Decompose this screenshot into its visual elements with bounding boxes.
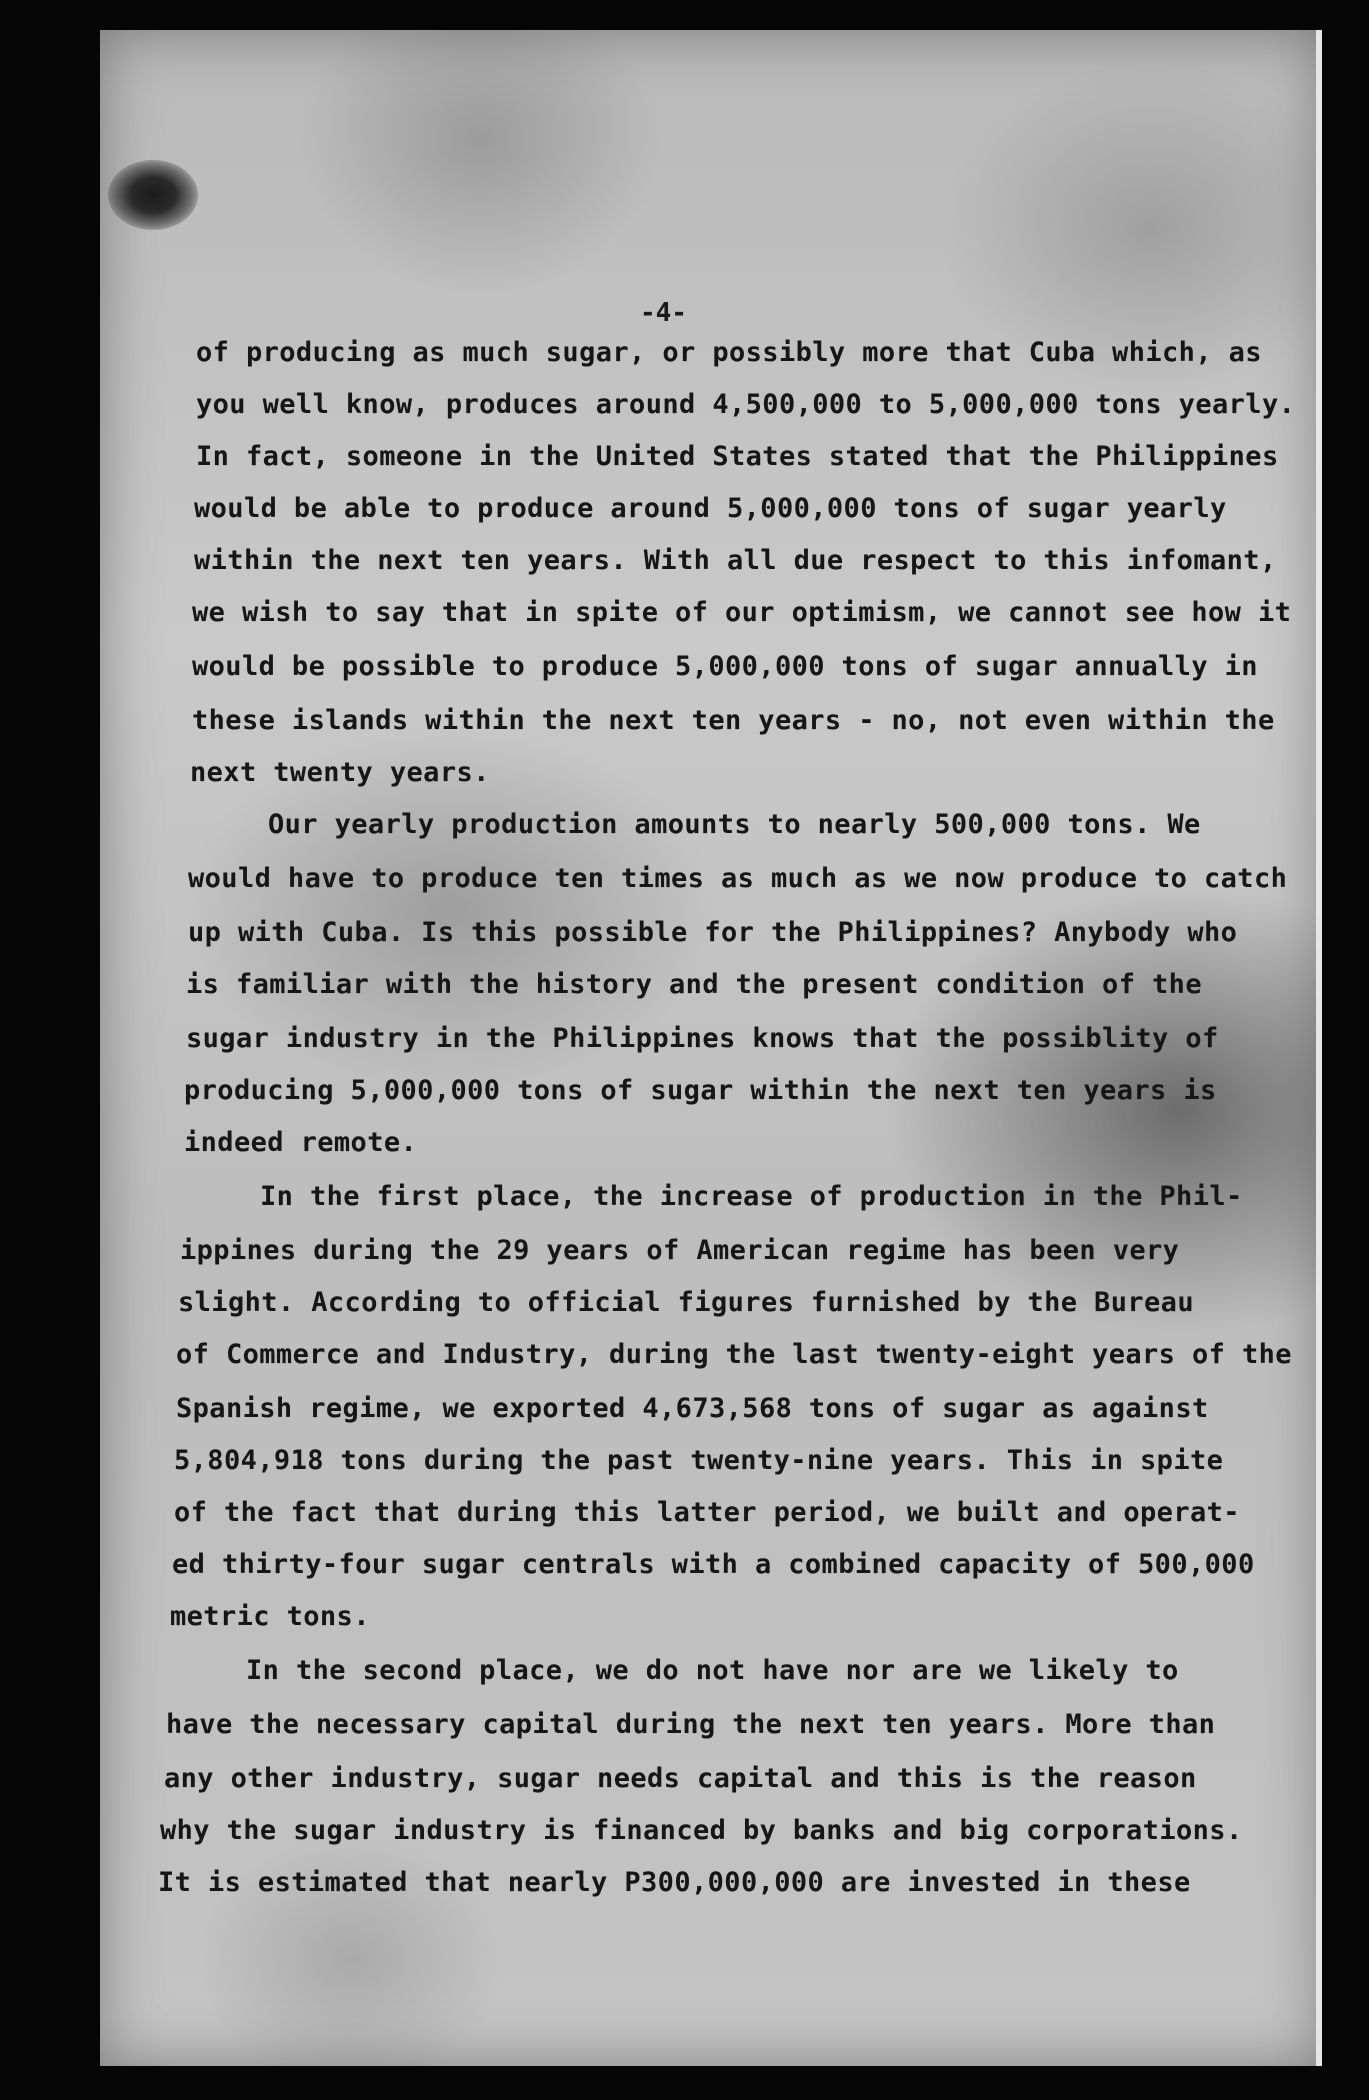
text-line: Our yearly production amounts to nearly 500,000 tons. We: [268, 809, 1201, 840]
text-line: In the first place, the increase of production in the Phil-: [260, 1181, 1243, 1212]
text-line: of producing as much sugar, or possibly more that Cuba which, as: [196, 337, 1262, 368]
text-line: why the sugar industry is financed by banks and big corporations.: [160, 1815, 1243, 1846]
text-line: would have to produce ten times as much as we now produce to catch: [188, 863, 1288, 894]
text-line: you well know, produces around 4,500,000 to 5,000,000 tons yearly.: [196, 389, 1296, 420]
text-line: It is estimated that nearly P300,000,000 are invested in these: [158, 1867, 1191, 1898]
text-line: slight. According to official figures furnished by the Bureau: [178, 1287, 1194, 1318]
text-line: is familiar with the history and the present condition of the: [186, 969, 1202, 1000]
text-line: have the necessary capital during the next ten years. More than: [166, 1709, 1216, 1740]
text-line: producing 5,000,000 tons of sugar within the next ten years is: [184, 1075, 1217, 1106]
text-line: up with Cuba. Is this possible for the Philippines? Anybody who: [188, 917, 1238, 948]
text-line: any other industry, sugar needs capital and this is the reason: [164, 1763, 1197, 1794]
text-line: would be able to produce around 5,000,000 tons of sugar yearly: [194, 493, 1227, 524]
page-number: -4-: [640, 298, 687, 328]
text-line: these islands within the next ten years - no, not even within the: [192, 705, 1275, 736]
text-line: indeed remote.: [184, 1127, 418, 1158]
text-line: In the second place, we do not have nor are we likely to: [246, 1655, 1179, 1686]
text-line: ippines during the 29 years of American regime has been very: [180, 1235, 1180, 1266]
text-line: In fact, someone in the United States stated that the Philippines: [196, 441, 1279, 472]
text-line: within the next ten years. With all due respect to this infomant,: [194, 545, 1277, 576]
text-line: would be possible to produce 5,000,000 tons of sugar annually in: [192, 651, 1258, 682]
body-text: [100, 30, 1322, 2066]
text-line: ed thirty-four sugar centrals with a combined capacity of 500,000: [172, 1549, 1255, 1580]
text-line: Spanish regime, we exported 4,673,568 tons of sugar as against: [176, 1393, 1209, 1424]
text-line: of the fact that during this latter period, we built and operat-: [174, 1497, 1240, 1528]
text-line: of Commerce and Industry, during the last twenty-eight years of the: [176, 1339, 1292, 1370]
text-line: metric tons.: [170, 1601, 370, 1632]
text-line: we wish to say that in spite of our optimism, we cannot see how it: [192, 597, 1292, 628]
text-line: 5,804,918 tons during the past twenty-nine years. This in spite: [174, 1445, 1224, 1476]
text-line: next twenty years.: [190, 757, 490, 788]
document-page: [100, 30, 1322, 2066]
text-line: sugar industry in the Philippines knows that the possiblity of: [186, 1023, 1219, 1054]
